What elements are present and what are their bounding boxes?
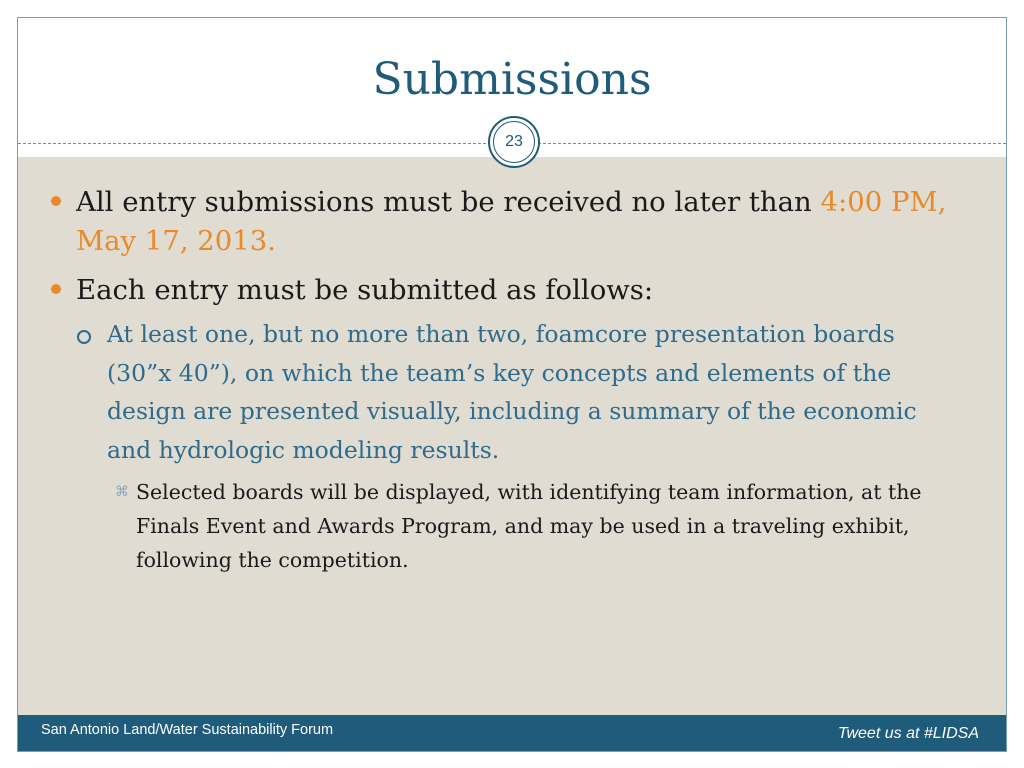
slide-title: Submissions — [372, 54, 652, 105]
page-number: 23 — [493, 121, 535, 163]
page-number-badge — [488, 116, 540, 168]
filled-circle-bullet-icon — [51, 284, 61, 294]
bullet-text: Each entry must be submitted as follows: — [76, 274, 654, 306]
slide — [17, 17, 1007, 752]
cross-star-bullet-icon: ⌘ — [115, 484, 129, 500]
sub-sub-bullet-text: Selected boards will be displayed, with identifying team information, at the Finals Event and Awards Program, and may be used in a traveling exhibit, following the competition. — [136, 480, 922, 572]
footer-organization: San Antonio Land/Water Sustainability Forum — [41, 722, 334, 738]
bullet-text: All entry submissions must be received no later than — [76, 186, 821, 218]
bullet-item — [76, 271, 976, 310]
bullet-item — [76, 183, 976, 261]
filled-circle-bullet-icon — [51, 196, 61, 206]
deadline-highlight: 4:00 PM, May 17, 2013. — [76, 186, 947, 257]
sub-sub-bullet-item — [136, 475, 981, 577]
footer-bar — [18, 715, 1006, 751]
content-area — [18, 157, 1006, 717]
footer-hashtag: Tweet us at #LIDSA — [837, 725, 979, 742]
sub-bullet-item — [107, 315, 947, 469]
sub-bullet-text: At least one, but no more than two, foamcore presentation boards (30”x 40”), on which the team’s key concepts and elements of the design are presented visually, including a summary of the economic and hydrologic modeling results. — [107, 320, 917, 464]
hollow-circle-bullet-icon — [77, 330, 91, 344]
